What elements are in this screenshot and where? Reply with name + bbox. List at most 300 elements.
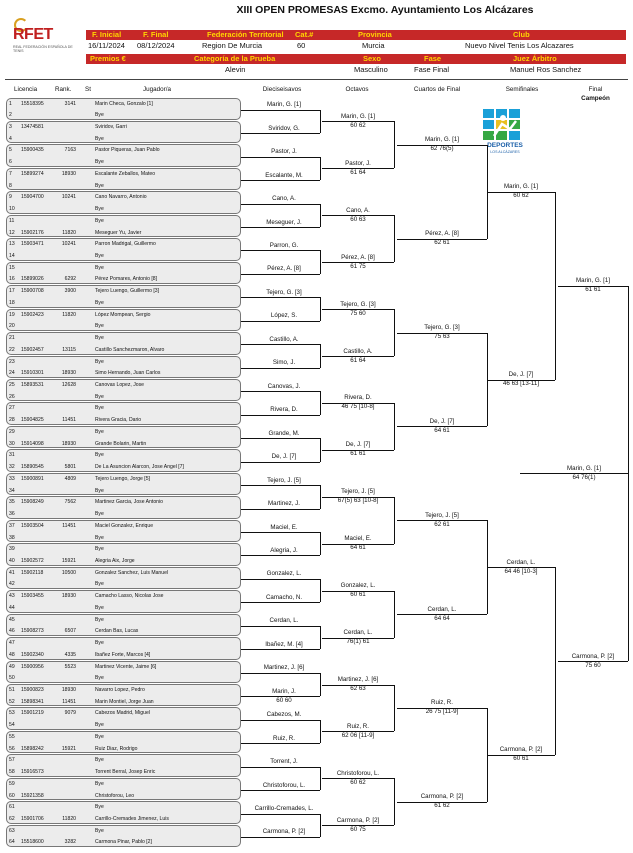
entry-line bbox=[241, 204, 248, 205]
bracket-connector bbox=[320, 157, 321, 180]
player-number: 38 bbox=[9, 534, 15, 541]
match-score: 64 61 bbox=[434, 426, 450, 434]
player-name: Christoforou, Leo bbox=[95, 792, 135, 799]
player-number: 14 bbox=[9, 252, 15, 259]
player-number: 26 bbox=[9, 393, 15, 400]
player-license: 15901219 bbox=[21, 710, 44, 717]
logo-text: RFET bbox=[13, 26, 53, 43]
winner-name: Carmona, P. [2] bbox=[336, 816, 380, 824]
player-number: 19 bbox=[9, 311, 15, 318]
player-name: Canovas Lopez, Jose bbox=[95, 382, 144, 389]
player-license: 15902457 bbox=[21, 346, 44, 353]
entry-line bbox=[241, 485, 248, 486]
match-score: 62 76(5) bbox=[430, 145, 454, 153]
winner-name: Sviridov, G. bbox=[268, 124, 300, 132]
col-rank: Rank. bbox=[55, 86, 72, 93]
winner-name: De, J. [7] bbox=[508, 371, 534, 379]
bracket-line bbox=[248, 485, 320, 486]
player-name: Bye bbox=[95, 581, 104, 588]
phase: Fase Final bbox=[414, 65, 450, 74]
player-number: 32 bbox=[9, 464, 15, 471]
bracket-line bbox=[248, 532, 320, 533]
player-number: 11 bbox=[9, 217, 15, 224]
bracket-connector bbox=[394, 215, 395, 262]
bracket-line bbox=[248, 626, 320, 627]
player-name: Bye bbox=[95, 827, 104, 834]
entry-line bbox=[241, 509, 248, 510]
bracket-line bbox=[248, 509, 320, 510]
player-rank bbox=[58, 733, 76, 741]
player-rank: 4335 bbox=[64, 651, 76, 658]
header-values-row-1 bbox=[86, 41, 626, 51]
bracket-connector bbox=[394, 121, 395, 168]
col-final: Final bbox=[588, 86, 603, 93]
player-number: 22 bbox=[9, 346, 15, 353]
player-number: 44 bbox=[9, 604, 15, 611]
category-num: 60 bbox=[297, 41, 306, 50]
player-rank bbox=[58, 205, 76, 213]
player-name: Bye bbox=[95, 252, 104, 259]
player-license: 15903504 bbox=[21, 522, 44, 529]
player-number: 29 bbox=[9, 428, 15, 435]
match-score: 76(1) 61 bbox=[346, 638, 370, 646]
bracket-connector bbox=[555, 567, 556, 755]
player-name: Ibañez Forte, Marcos [4] bbox=[95, 651, 151, 658]
player-rank: 5801 bbox=[64, 464, 76, 471]
winner-name: Tejero, J. [5] bbox=[341, 488, 375, 496]
winner-name: Cerdan, L. bbox=[269, 617, 299, 625]
player-name: Escalante Zeballos, Mateo bbox=[95, 170, 156, 177]
match-score: 46 63 [13-11] bbox=[502, 380, 539, 388]
col-champion: Campeón bbox=[581, 95, 610, 102]
player-number: 17 bbox=[9, 288, 15, 295]
match-score: 62 06 [11-9] bbox=[341, 731, 375, 739]
header-labels-row-2 bbox=[86, 54, 626, 64]
entry-line bbox=[241, 274, 248, 275]
player-number: 33 bbox=[9, 475, 15, 482]
bracket-connector bbox=[320, 767, 321, 790]
bracket-connector bbox=[320, 204, 321, 227]
bracket-connector bbox=[320, 626, 321, 649]
player-license: 15904700 bbox=[21, 194, 44, 201]
entry-line bbox=[241, 250, 248, 251]
col-round-32: Dieciseisavos bbox=[262, 86, 302, 93]
player-number: 27 bbox=[9, 405, 15, 412]
player-number: 47 bbox=[9, 640, 15, 647]
entry-line bbox=[241, 790, 248, 791]
player-name: Bye bbox=[95, 452, 104, 459]
bracket-connector bbox=[394, 309, 395, 356]
province: Murcia bbox=[362, 41, 385, 50]
player-name: Bye bbox=[95, 335, 104, 342]
winner-name: Martinez, J. [6] bbox=[263, 664, 305, 672]
player-number: 64 bbox=[9, 839, 15, 846]
bracket-connector bbox=[320, 344, 321, 367]
player-rank: 5523 bbox=[64, 663, 76, 670]
player-rank bbox=[58, 135, 76, 143]
player-license: 15902176 bbox=[21, 229, 44, 236]
winner-name: Meseguer, J. bbox=[266, 218, 302, 226]
match-score: 64 61 bbox=[350, 544, 366, 552]
champion-score: 64 76(1) bbox=[572, 473, 596, 481]
match-score: 46 75 [10-8] bbox=[341, 403, 375, 411]
player-license: 15904825 bbox=[21, 417, 44, 424]
match-score: 60 62 bbox=[513, 192, 529, 200]
bracket-line bbox=[248, 767, 320, 768]
player-name: Bye bbox=[95, 616, 104, 623]
winner-name: Cerdan, L. bbox=[343, 629, 373, 637]
player-number: 51 bbox=[9, 687, 15, 693]
player-license: 15914098 bbox=[21, 440, 44, 447]
match-score: 61 61 bbox=[585, 286, 601, 294]
player-rank: 3900 bbox=[64, 288, 76, 295]
bracket-connector bbox=[320, 673, 321, 696]
bracket-line bbox=[248, 790, 320, 791]
player-rank bbox=[58, 299, 76, 307]
player-name: Bye bbox=[95, 358, 104, 365]
player-rank bbox=[58, 545, 76, 553]
player-rank bbox=[58, 322, 76, 330]
referee: Manuel Ros Sanchez bbox=[510, 65, 582, 74]
player-rank: 3141 bbox=[64, 100, 76, 107]
club: Nuevo Nivel Tenis Los Alcazares bbox=[465, 41, 574, 50]
winner-name: Parron, G. bbox=[269, 241, 299, 249]
player-number: 56 bbox=[9, 745, 15, 752]
player-number: 53 bbox=[9, 710, 15, 717]
player-rank: 3282 bbox=[64, 839, 76, 846]
player-license: 15902572 bbox=[21, 557, 44, 564]
entry-line bbox=[241, 602, 248, 603]
winner-name: Carmona, P. [2] bbox=[262, 828, 306, 836]
player-name: Alegria Aix, Jorge bbox=[95, 557, 135, 564]
end-date: 08/12/2024 bbox=[137, 41, 175, 50]
winner-name: Gonzalez, L. bbox=[266, 570, 302, 578]
player-number: 36 bbox=[9, 511, 15, 518]
winner-name: Cabezos, M. bbox=[266, 711, 302, 719]
player-number: 39 bbox=[9, 546, 15, 553]
player-license: 15898341 bbox=[21, 698, 44, 705]
winner-name: Escalante, M. bbox=[265, 171, 303, 179]
player-license: 15902340 bbox=[21, 651, 44, 658]
player-number: 60 bbox=[9, 792, 15, 799]
player-rank bbox=[58, 780, 76, 788]
player-license: 15901706 bbox=[21, 816, 44, 823]
entry-line bbox=[241, 814, 248, 815]
entry-line bbox=[241, 696, 248, 697]
bracket-line bbox=[248, 110, 320, 111]
player-name: Cabezos Madrid, Miguel bbox=[95, 710, 150, 717]
player-name: Sviridov, Garri bbox=[95, 123, 127, 130]
player-number: 20 bbox=[9, 323, 15, 330]
player-number: 55 bbox=[9, 733, 15, 740]
player-number: 43 bbox=[9, 593, 15, 600]
player-number: 48 bbox=[9, 651, 15, 658]
winner-name: Ibañez, M. [4] bbox=[265, 640, 303, 648]
player-name: Castillo Sanchezmaron, Alvaro bbox=[95, 346, 165, 353]
player-rank bbox=[58, 487, 76, 495]
winner-name: Marin, G. [1] bbox=[575, 277, 611, 285]
bracket-connector bbox=[394, 778, 395, 825]
player-name: Bye bbox=[95, 182, 104, 189]
player-number: 40 bbox=[9, 557, 15, 564]
player-number: 42 bbox=[9, 581, 15, 588]
player-license: 15890545 bbox=[21, 464, 44, 471]
player-name: Bye bbox=[95, 393, 104, 400]
match-score: 64 46 [10-3] bbox=[504, 567, 538, 575]
bracket-connector bbox=[320, 814, 321, 837]
bracket-line bbox=[248, 415, 320, 416]
player-name: Bye bbox=[95, 733, 104, 740]
player-rank bbox=[58, 803, 76, 811]
entry-line bbox=[241, 344, 248, 345]
player-number: 18 bbox=[9, 299, 15, 306]
entry-line bbox=[241, 368, 248, 369]
col-quarterfinals: Cuartos de Final bbox=[413, 86, 461, 93]
player-rank: 10241 bbox=[61, 241, 76, 248]
match-score: 61 75 bbox=[350, 262, 366, 270]
winner-name: Pastor, J. bbox=[271, 148, 297, 156]
player-rank: 18930 bbox=[61, 593, 76, 600]
col-status: St bbox=[85, 86, 91, 93]
entry-line bbox=[241, 110, 248, 111]
player-rank bbox=[58, 334, 76, 342]
bracket-line bbox=[248, 391, 320, 392]
player-name: Bye bbox=[95, 299, 104, 306]
player-license: 15899026 bbox=[21, 276, 44, 283]
bracket-connector bbox=[320, 250, 321, 273]
player-name: Bye bbox=[95, 804, 104, 811]
player-rank: 9079 bbox=[64, 710, 76, 717]
player-name: Martinez Garcia, Jose Antonio bbox=[95, 499, 163, 506]
player-license: 15898242 bbox=[21, 745, 44, 752]
player-rank bbox=[58, 217, 76, 225]
player-name: Bye bbox=[95, 112, 104, 119]
player-rank bbox=[58, 404, 76, 412]
bracket-connector bbox=[628, 286, 629, 661]
label-prizes: Premios € bbox=[90, 54, 126, 63]
player-number: 52 bbox=[9, 698, 15, 705]
champion-name: Marin, G. [1] bbox=[566, 464, 602, 472]
player-name: Pastor Piqueras, Juan Pablo bbox=[95, 147, 160, 154]
match-score: 75 60 bbox=[350, 309, 366, 317]
player-name: Bye bbox=[95, 757, 104, 764]
winner-name: Grande, M. bbox=[268, 429, 300, 437]
winner-name: Maciel, E. bbox=[344, 535, 372, 543]
player-number: 12 bbox=[9, 229, 15, 236]
player-number: 10 bbox=[9, 206, 15, 213]
entry-line bbox=[241, 532, 248, 533]
player-license: 15518600 bbox=[21, 839, 44, 846]
bracket-line bbox=[248, 157, 320, 158]
player-rank bbox=[58, 674, 76, 682]
bracket-connector bbox=[320, 579, 321, 602]
player-name: Cerdan Bas, Lucas bbox=[95, 628, 139, 635]
player-rank bbox=[58, 604, 76, 612]
winner-name: Martinez, J. bbox=[268, 500, 300, 508]
match-score: 61 64 bbox=[350, 168, 366, 176]
player-rank: 18930 bbox=[61, 170, 76, 177]
player-number: 46 bbox=[9, 628, 15, 635]
bracket-connector bbox=[394, 685, 395, 732]
winner-name: Torrent, J. bbox=[270, 758, 298, 766]
match-score: 67(5) 63 [10-8] bbox=[337, 497, 379, 505]
player-number: 50 bbox=[9, 675, 15, 682]
player-number: 23 bbox=[9, 358, 15, 365]
match-score: 64 64 bbox=[434, 614, 450, 622]
entry-line bbox=[241, 391, 248, 392]
player-name: Grande Bolarin, Martin bbox=[95, 440, 147, 447]
winner-name: Castillo, A. bbox=[343, 347, 373, 355]
winner-name: Christoforou, L. bbox=[336, 769, 380, 777]
player-rank bbox=[58, 792, 76, 800]
player-license: 15903471 bbox=[21, 241, 44, 248]
federation: Region De Murcia bbox=[202, 41, 263, 50]
player-rank: 10500 bbox=[61, 569, 76, 576]
winner-name: Cano, A. bbox=[346, 206, 370, 214]
bracket-line bbox=[248, 837, 320, 838]
bracket-line bbox=[248, 321, 320, 322]
bracket-connector bbox=[320, 297, 321, 320]
label-phase: Fase bbox=[424, 54, 442, 63]
match-score: 26 75 [11-9] bbox=[425, 708, 459, 716]
player-name: Maciel Gonzalez, Enrique bbox=[95, 522, 154, 529]
bracket-line bbox=[248, 602, 320, 603]
bracket-connector bbox=[320, 438, 321, 461]
bracket-line bbox=[248, 743, 320, 744]
match-score: 62 61 bbox=[434, 239, 450, 247]
player-name: Bye bbox=[95, 206, 104, 213]
bracket-connector bbox=[320, 485, 321, 508]
player-rank: 11820 bbox=[62, 816, 76, 823]
player-rank bbox=[58, 393, 76, 401]
winner-name: Tejero, J. [5] bbox=[267, 476, 301, 484]
label-category-num: Cat.# bbox=[295, 30, 314, 39]
winner-name: Cerdan, L. bbox=[427, 605, 457, 613]
winner-name: Marin, G. [1] bbox=[340, 112, 376, 120]
entry-line bbox=[241, 555, 248, 556]
player-name: Gonzalez Sanchez, Luis Manuel bbox=[95, 569, 169, 576]
player-rank bbox=[58, 123, 76, 131]
player-license: 15900823 bbox=[21, 687, 44, 693]
player-rank bbox=[58, 756, 76, 764]
player-rank: 18930 bbox=[61, 687, 76, 693]
player-license: 15902423 bbox=[21, 311, 44, 318]
entry-line bbox=[241, 415, 248, 416]
player-license: 15902118 bbox=[21, 569, 44, 576]
player-name: Bye bbox=[95, 159, 104, 166]
sponsor-text: DEPORTES bbox=[487, 142, 523, 149]
entry-line bbox=[241, 673, 248, 674]
player-name: Bye bbox=[95, 264, 104, 271]
player-rank: 7562 bbox=[64, 499, 76, 506]
player-rank bbox=[58, 358, 76, 366]
player-name: Camacho Lasso, Nicolas Jose bbox=[95, 593, 164, 600]
sponsor-subtext: LOS ALCÁZARES bbox=[490, 150, 520, 154]
bracket-line bbox=[248, 649, 320, 650]
player-rank bbox=[58, 616, 76, 624]
player-name: Bye bbox=[95, 546, 104, 553]
player-rank: 7163 bbox=[64, 147, 76, 154]
label-sex: Sexo bbox=[363, 54, 381, 63]
entry-line bbox=[241, 438, 248, 439]
player-rank bbox=[58, 768, 76, 776]
bracket-line bbox=[248, 462, 320, 463]
player-rank: 11451 bbox=[62, 698, 76, 705]
player-name: Bye bbox=[95, 511, 104, 518]
player-license: 15908273 bbox=[21, 628, 44, 635]
label-province: Provincia bbox=[358, 30, 392, 39]
bracket-line bbox=[248, 344, 320, 345]
bracket-line bbox=[248, 368, 320, 369]
entry-line bbox=[241, 626, 248, 627]
bracket-connector bbox=[394, 497, 395, 544]
player-rank bbox=[58, 534, 76, 542]
player-rank: 11451 bbox=[62, 522, 76, 529]
player-name: Marin Montiel, Jorge Juan bbox=[95, 698, 154, 705]
winner-name: Marin, G. [1] bbox=[503, 183, 539, 191]
player-number: 9 bbox=[9, 194, 12, 201]
player-name: Pérez Pomares, Antonio [8] bbox=[95, 276, 158, 283]
player-rank bbox=[58, 827, 76, 835]
player-number: 35 bbox=[9, 499, 15, 506]
entry-line bbox=[241, 227, 248, 228]
player-rank bbox=[58, 111, 76, 119]
winner-name: Canovas, J. bbox=[267, 382, 301, 390]
winner-name: Pérez, A. [8] bbox=[341, 253, 375, 261]
player-license: 15900891 bbox=[21, 475, 44, 482]
player-number: 57 bbox=[9, 757, 15, 764]
bracket-connector bbox=[320, 110, 321, 133]
player-name: Navarro Lopez, Pedro bbox=[95, 687, 145, 693]
player-license: 15900956 bbox=[21, 663, 44, 670]
winner-name: Tejero, G. [3] bbox=[424, 324, 460, 332]
entry-line bbox=[241, 133, 248, 134]
player-name: De La Asuncion Alarcon, Jose Angel [7] bbox=[95, 464, 184, 471]
player-license: 15921358 bbox=[21, 792, 44, 799]
winner-name: Pérez, A. [8] bbox=[425, 230, 459, 238]
player-rank: 18930 bbox=[61, 440, 76, 447]
match-score: 60 62 bbox=[350, 121, 366, 129]
label-federation: Federación Territorial bbox=[207, 30, 284, 39]
entry-line bbox=[241, 649, 248, 650]
entry-line bbox=[241, 297, 248, 298]
bracket-line bbox=[248, 579, 320, 580]
player-license: 15916573 bbox=[21, 769, 44, 776]
player-name: Bye bbox=[95, 675, 104, 682]
winner-name: Christoforou, L. bbox=[262, 781, 306, 789]
entry-line bbox=[241, 743, 248, 744]
player-number: 5 bbox=[9, 147, 12, 154]
winner-name: Carmona, P. [2] bbox=[499, 746, 543, 754]
header-divider bbox=[5, 79, 628, 80]
player-number: 28 bbox=[9, 417, 15, 424]
match-score: 62 63 bbox=[350, 685, 366, 692]
entry-line bbox=[241, 321, 248, 322]
player-license: 15893531 bbox=[21, 382, 44, 389]
winner-name: Carmona, P. [2] bbox=[420, 793, 464, 801]
bracket-connector bbox=[394, 403, 395, 450]
bracket-line bbox=[248, 297, 320, 298]
sex: Masculino bbox=[354, 65, 388, 74]
winner-name: Camacho, N. bbox=[265, 593, 303, 601]
entry-line bbox=[241, 767, 248, 768]
bracket-line bbox=[248, 555, 320, 556]
winner-name: Carmona, P. [2] bbox=[571, 652, 615, 660]
bracket-connector bbox=[320, 391, 321, 414]
player-number: 8 bbox=[9, 182, 12, 189]
player-name: Carrillo-Cremades Jimenez, Luis bbox=[95, 816, 169, 823]
player-rank bbox=[58, 721, 76, 729]
